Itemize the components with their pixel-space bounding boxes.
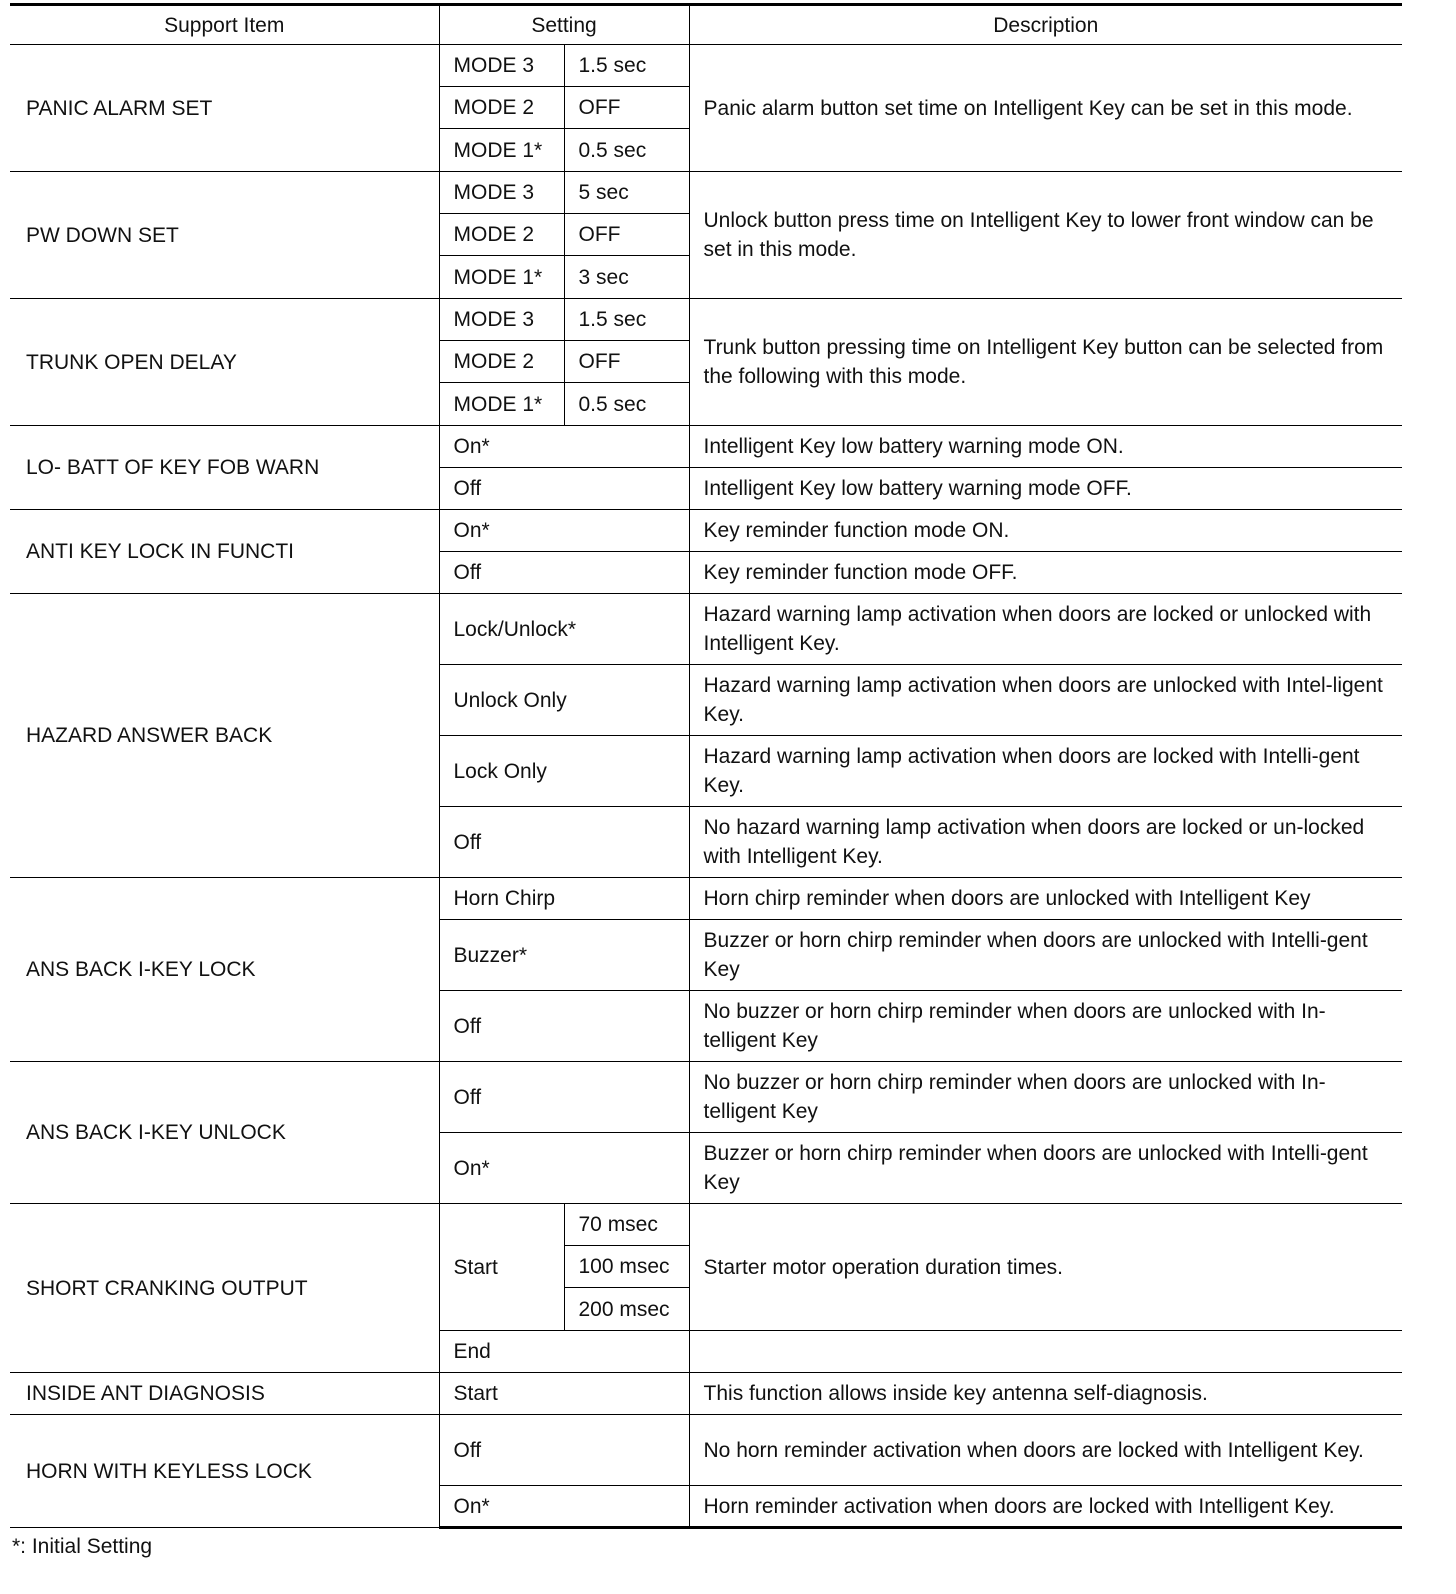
- support-item-cell: LO- BATT OF KEY FOB WARN: [10, 426, 439, 510]
- description-cell: Intelligent Key low battery warning mode ON.: [689, 426, 1402, 468]
- setting-cell: Buzzer*: [439, 920, 689, 991]
- setting-value-cell: 0.5 sec: [564, 383, 689, 426]
- description-cell: Buzzer or horn chirp reminder when doors are unlocked with Intelli-gent Key: [689, 1133, 1402, 1204]
- setting-cell: Unlock Only: [439, 665, 689, 736]
- setting-cell: Start: [439, 1204, 564, 1331]
- description-cell: Buzzer or horn chirp reminder when doors are unlocked with Intelli-gent Key: [689, 920, 1402, 991]
- description-cell: No buzzer or horn chirp reminder when doors are unlocked with In-telligent Key: [689, 991, 1402, 1062]
- setting-mode-cell: MODE 1*: [439, 129, 564, 172]
- setting-mode-cell: MODE 3: [439, 45, 564, 87]
- setting-mode-cell: MODE 2: [439, 214, 564, 256]
- setting-cell: Start: [439, 1373, 689, 1415]
- setting-value-cell: 1.5 sec: [564, 45, 689, 87]
- table-row: [10, 1062, 1402, 1133]
- setting-cell: End: [439, 1331, 689, 1373]
- description-cell: Horn chirp reminder when doors are unlocked with Intelligent Key: [689, 878, 1402, 920]
- description-cell: Key reminder function mode OFF.: [689, 552, 1402, 594]
- description-cell: Key reminder function mode ON.: [689, 510, 1402, 552]
- setting-mode-cell: MODE 3: [439, 299, 564, 341]
- support-item-cell: SHORT CRANKING OUTPUT: [10, 1204, 439, 1373]
- description-cell: No buzzer or horn chirp reminder when doors are unlocked with In-telligent Key: [689, 1062, 1402, 1133]
- support-item-cell: ANS BACK I-KEY UNLOCK: [10, 1062, 439, 1204]
- setting-mode-cell: MODE 1*: [439, 256, 564, 299]
- setting-cell: Off: [439, 1062, 689, 1133]
- setting-cell: Off: [439, 1415, 689, 1486]
- description-cell: Trunk button pressing time on Intelligent Key button can be selected from the following with this mode.: [689, 299, 1402, 426]
- description-cell: No hazard warning lamp activation when doors are locked or un-locked with Intelligent Key.: [689, 807, 1402, 878]
- setting-value-cell: 3 sec: [564, 256, 689, 299]
- setting-cell: On*: [439, 1486, 689, 1528]
- description-cell: Horn reminder activation when doors are locked with Intelligent Key.: [689, 1486, 1402, 1528]
- description-cell: Panic alarm button set time on Intelligent Key can be set in this mode.: [689, 45, 1402, 172]
- setting-value-cell: 200 msec: [564, 1288, 689, 1331]
- table-row: [10, 594, 1402, 665]
- setting-cell: Off: [439, 468, 689, 510]
- setting-cell: Lock Only: [439, 736, 689, 807]
- setting-cell: Off: [439, 807, 689, 878]
- setting-cell: On*: [439, 510, 689, 552]
- description-cell: Starter motor operation duration times.: [689, 1204, 1402, 1331]
- setting-cell: Horn Chirp: [439, 878, 689, 920]
- description-cell: Unlock button press time on Intelligent Key to lower front window can be set in this mode.: [689, 172, 1402, 299]
- setting-cell: On*: [439, 426, 689, 468]
- setting-value-cell: OFF: [564, 341, 689, 383]
- description-cell: Hazard warning lamp activation when doors are unlocked with Intel-ligent Key.: [689, 665, 1402, 736]
- support-item-cell: INSIDE ANT DIAGNOSIS: [10, 1373, 439, 1415]
- setting-mode-cell: MODE 3: [439, 172, 564, 214]
- description-cell: Hazard warning lamp activation when doors are locked with Intelli-gent Key.: [689, 736, 1402, 807]
- table-row: [10, 878, 1402, 920]
- description-cell: [689, 1331, 1402, 1373]
- description-cell: No horn reminder activation when doors are locked with Intelligent Key.: [689, 1415, 1402, 1486]
- table-row: [10, 172, 1402, 214]
- support-item-cell: PW DOWN SET: [10, 172, 439, 299]
- support-item-cell: ANS BACK I-KEY LOCK: [10, 878, 439, 1062]
- description-cell: This function allows inside key antenna self-diagnosis.: [689, 1373, 1402, 1415]
- footnote: *: Initial Setting: [12, 1535, 153, 1558]
- header-description: Description: [689, 5, 1402, 45]
- setting-value-cell: 1.5 sec: [564, 299, 689, 341]
- table-row: [10, 510, 1402, 552]
- support-item-cell: HORN WITH KEYLESS LOCK: [10, 1415, 439, 1528]
- header-setting: Setting: [439, 5, 689, 45]
- setting-value-cell: 100 msec: [564, 1246, 689, 1288]
- setting-mode-cell: MODE 2: [439, 341, 564, 383]
- support-item-cell: HAZARD ANSWER BACK: [10, 594, 439, 878]
- setting-value-cell: 70 msec: [564, 1204, 689, 1246]
- setting-cell: Off: [439, 552, 689, 594]
- support-item-cell: PANIC ALARM SET: [10, 45, 439, 172]
- table-row: [10, 1415, 1402, 1486]
- setting-mode-cell: MODE 2: [439, 87, 564, 129]
- setting-value-cell: OFF: [564, 87, 689, 129]
- setting-cell: Lock/Unlock*: [439, 594, 689, 665]
- support-item-table: [10, 3, 1402, 1529]
- table-row: [10, 299, 1402, 341]
- description-cell: Hazard warning lamp activation when doors are locked or unlocked with Intelligent Key.: [689, 594, 1402, 665]
- setting-value-cell: 5 sec: [564, 172, 689, 214]
- support-item-cell: TRUNK OPEN DELAY: [10, 299, 439, 426]
- table-row: [10, 45, 1402, 87]
- table-header-row: [10, 5, 1402, 45]
- setting-value-cell: 0.5 sec: [564, 129, 689, 172]
- table-row: [10, 1204, 1402, 1246]
- table-row: [10, 426, 1402, 468]
- setting-cell: Off: [439, 991, 689, 1062]
- description-cell: Intelligent Key low battery warning mode OFF.: [689, 468, 1402, 510]
- support-item-document: [10, 3, 1402, 1559]
- setting-mode-cell: MODE 1*: [439, 383, 564, 426]
- header-support-item: Support Item: [10, 5, 439, 45]
- table-row: [10, 1373, 1402, 1415]
- setting-value-cell: OFF: [564, 214, 689, 256]
- support-item-cell: ANTI KEY LOCK IN FUNCTI: [10, 510, 439, 594]
- setting-cell: On*: [439, 1133, 689, 1204]
